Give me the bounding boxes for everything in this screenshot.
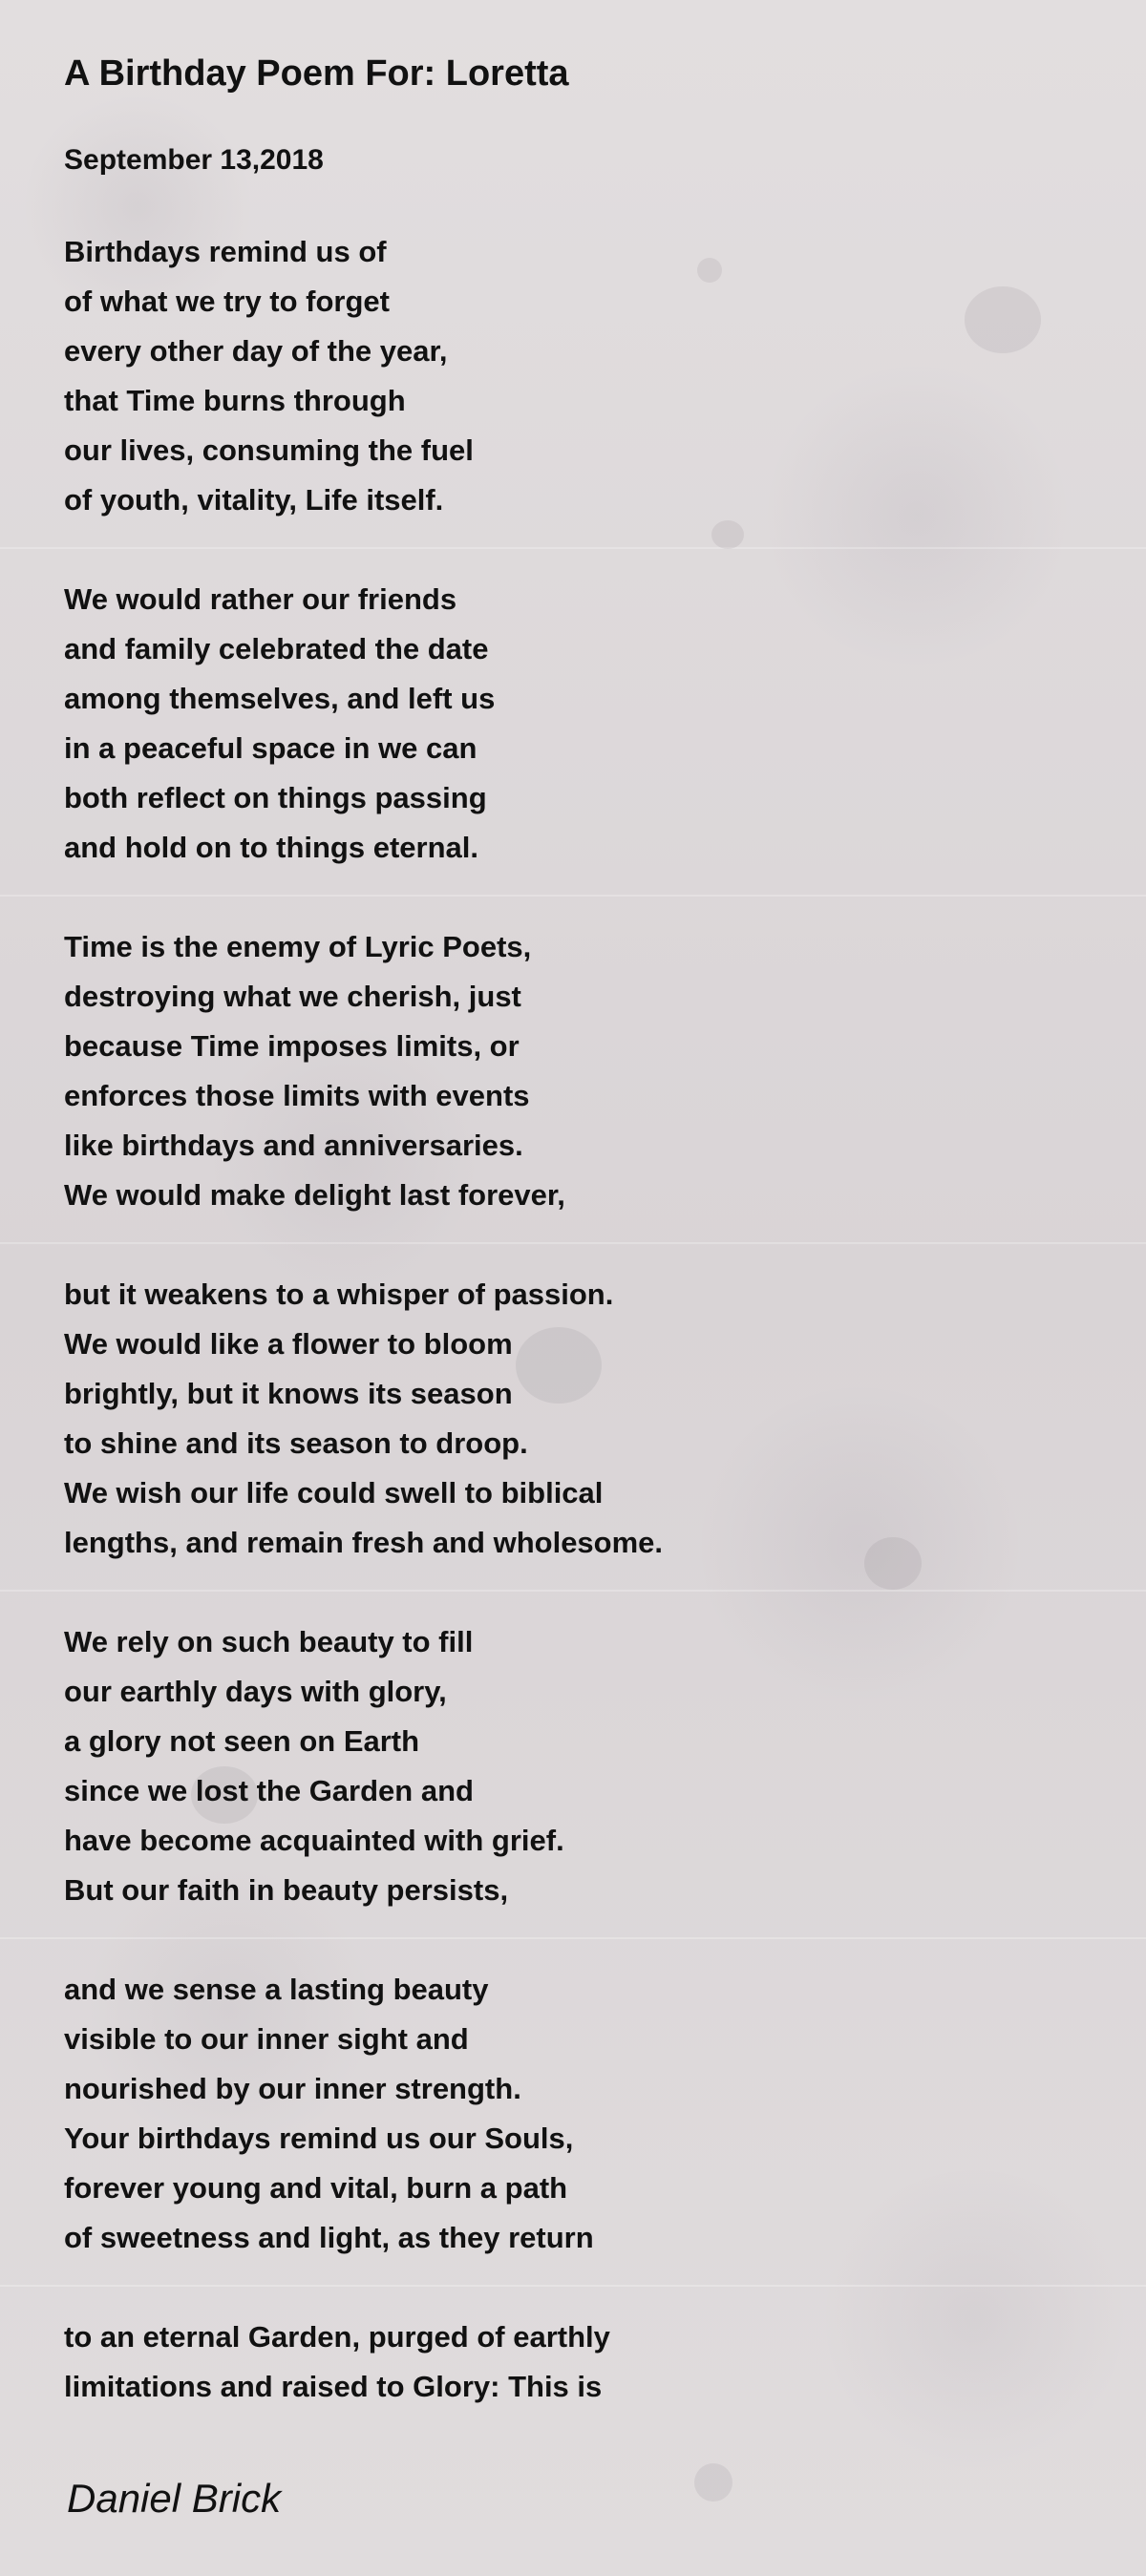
poem-line: of youth, vitality, Life itself.	[64, 483, 444, 517]
poem-line: have become acquainted with grief.	[64, 1824, 564, 1857]
poem-line: to shine and its season to droop.	[64, 1426, 528, 1460]
poem-line: We rely on such beauty to fill	[64, 1625, 474, 1658]
poem-line: in a peaceful space in we can	[64, 731, 478, 765]
poem-line: to an eternal Garden, purged of earthly	[64, 2320, 610, 2354]
poem-body	[64, 227, 1095, 2412]
stanza	[64, 1617, 1095, 1915]
poem-line: We would rather our friends	[64, 582, 457, 616]
ink-splat	[694, 2463, 732, 2502]
poem-line: both reflect on things passing	[64, 781, 487, 814]
poem-line: because Time imposes limits, or	[64, 1029, 520, 1063]
poem-title: A Birthday Poem For: Loretta	[64, 53, 569, 94]
poem-line: But our faith in beauty persists,	[64, 1873, 509, 1907]
poem-line: our earthly days with glory,	[64, 1675, 447, 1708]
stanza	[64, 922, 1095, 1220]
poem-line: and hold on to things eternal.	[64, 831, 478, 864]
poem-line: Time is the enemy of Lyric Poets,	[64, 930, 532, 963]
stanza	[64, 575, 1095, 873]
poem-line: but it weakens to a whisper of passion.	[64, 1277, 614, 1311]
poem-line: forever young and vital, burn a path	[64, 2171, 568, 2205]
poem-line: Your birthdays remind us our Souls,	[64, 2122, 574, 2155]
author-name: Daniel Brick	[67, 2476, 282, 2521]
poem-line: limitations and raised to Glory: This is	[64, 2370, 603, 2403]
poem-line: that Time burns through	[64, 384, 406, 417]
poem-line: We would like a flower to bloom	[64, 1327, 513, 1361]
poem-line: lengths, and remain fresh and wholesome.	[64, 1526, 664, 1559]
poem-line: a glory not seen on Earth	[64, 1724, 420, 1758]
poem-line: of sweetness and light, as they return	[64, 2221, 594, 2254]
poem-line: destroying what we cherish, just	[64, 980, 521, 1013]
stanza	[64, 2312, 1095, 2412]
poem-line: since we lost the Garden and	[64, 1774, 474, 1807]
poem-line: and we sense a lasting beauty	[64, 1973, 489, 2006]
stanza	[64, 1965, 1095, 2263]
poem-line: every other day of the year,	[64, 334, 448, 368]
poem-line: visible to our inner sight and	[64, 2022, 469, 2056]
poem-line: and family celebrated the date	[64, 632, 489, 665]
poem-line: our lives, consuming the fuel	[64, 433, 474, 467]
poem-line: nourished by our inner strength.	[64, 2072, 521, 2105]
poem-line: We would make delight last forever,	[64, 1178, 565, 1212]
poem-date: September 13,2018	[64, 144, 324, 176]
poem-line: We wish our life could swell to biblical	[64, 1476, 604, 1510]
poem-line: of what we try to forget	[64, 285, 390, 318]
poem-line: brightly, but it knows its season	[64, 1377, 513, 1410]
poem-line: like birthdays and anniversaries.	[64, 1129, 523, 1162]
poem-line: enforces those limits with events	[64, 1079, 530, 1112]
poem-line: Birthdays remind us of	[64, 235, 387, 268]
poem-line: among themselves, and left us	[64, 682, 496, 715]
stanza	[64, 227, 1095, 525]
poem-page	[64, 50, 1095, 2461]
stanza	[64, 1270, 1095, 1568]
